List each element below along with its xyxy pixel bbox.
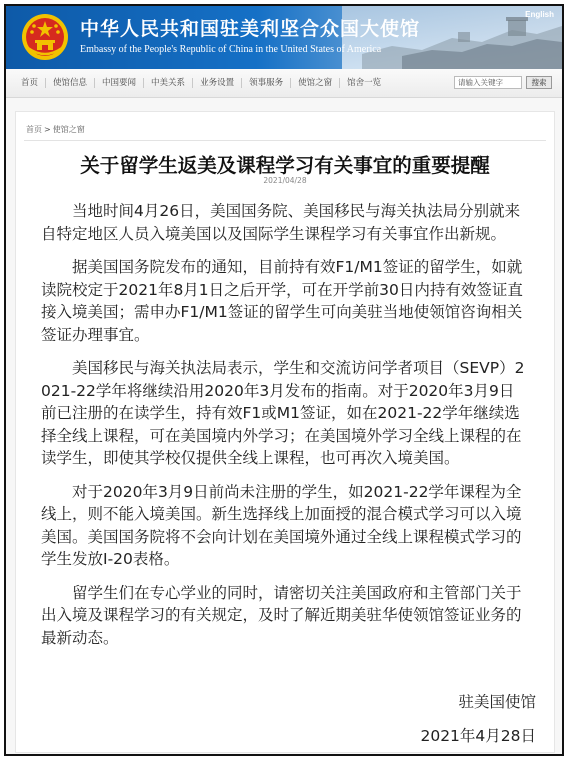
site-banner	[6, 6, 562, 69]
english-language-link[interactable]: English	[525, 10, 554, 19]
article-paragraph: 据美国国务院发布的通知，目前持有效F1/M1签证的留学生，如就读院校定于2021年8月1日之后开学，可在开学前30日内持有效签证直接入境美国；需申办F1/M1签证的留学生可向美驻当地使领馆咨询相关签证办理事宜。	[41, 258, 523, 344]
article-paragraph: 留学生们在专心学业的同时，请密切关注美国政府和主管部门关于出入境及课程学习的有关规定，及时了解近期美驻华使领馆签证业务的最新动态。	[41, 583, 522, 647]
article-date: 2021/04/28	[263, 176, 307, 185]
breadcrumb	[26, 124, 87, 135]
main-nav	[6, 69, 562, 98]
breadcrumb-divider	[24, 140, 546, 141]
article-signature: 驻美国使馆	[458, 693, 536, 711]
article-paragraph: 对于2020年3月9日前尚未注册的学生，如2021-22学年课程为全线上，则不能入境美国。新生选择线上加面授的混合模式学习可以入境美国。美国国务院将不会向计划在美国境外通过全线上课程模式学习的学生发放I-20表格。	[41, 482, 522, 568]
nav-item-china-us-relations[interactable]: 中美关系	[144, 78, 193, 88]
nav-item-china-news[interactable]: 中国要闻	[95, 78, 144, 88]
search-button[interactable]: 搜索	[526, 76, 552, 89]
embassy-title-english: Embassy of the People's Republic of China in the United States of America	[80, 44, 382, 55]
article-paragraph: 当地时间4月26日，美国国务院、美国移民与海关执法局分别就来自特定地区人员入境美国以及国际学生课程学习有关事宜作出新规。	[41, 202, 521, 243]
nav-item-departments[interactable]: 业务设置	[193, 78, 242, 88]
article-title: 关于留学生返美及课程学习有关事宜的重要提醒	[80, 154, 490, 177]
article-body	[41, 200, 529, 660]
breadcrumb-separator: >	[44, 125, 51, 134]
search-input[interactable]: 请输入关键字	[454, 76, 522, 89]
nav-item-consular-services[interactable]: 领事服务	[242, 78, 291, 88]
article-panel	[15, 111, 555, 753]
screenshot-frame	[4, 4, 564, 756]
embassy-title-chinese: 中华人民共和国驻美利坚合众国大使馆	[80, 18, 421, 40]
nav-item-embassy-window[interactable]: 使馆之窗	[291, 78, 340, 88]
breadcrumb-section-link[interactable]: 使馆之窗	[52, 125, 85, 134]
national-emblem-icon	[20, 12, 70, 62]
article-paragraph: 美国移民与海关执法局表示，学生和交流访问学者项目（SEVP）2021-22学年将继续沿用2020年3月发布的指南。对于2020年3月9日前已注册的在读学生，持有效F1或M1签证，如在2021-22学年继续选择全线上课程，可在美国境内外学习；在美国境外学习全线上课程的在读学生，即使其学校仅提供全线上课程，也可再次入境美国。	[41, 359, 525, 467]
article-signature-date: 2021年4月28日	[420, 727, 536, 745]
nav-item-premises[interactable]: 馆舍一览	[347, 78, 382, 88]
nav-item-home[interactable]: 首页	[14, 78, 46, 88]
breadcrumb-home-link[interactable]: 首页	[26, 125, 42, 134]
nav-item-embassy-info[interactable]: 使馆信息	[46, 78, 95, 88]
